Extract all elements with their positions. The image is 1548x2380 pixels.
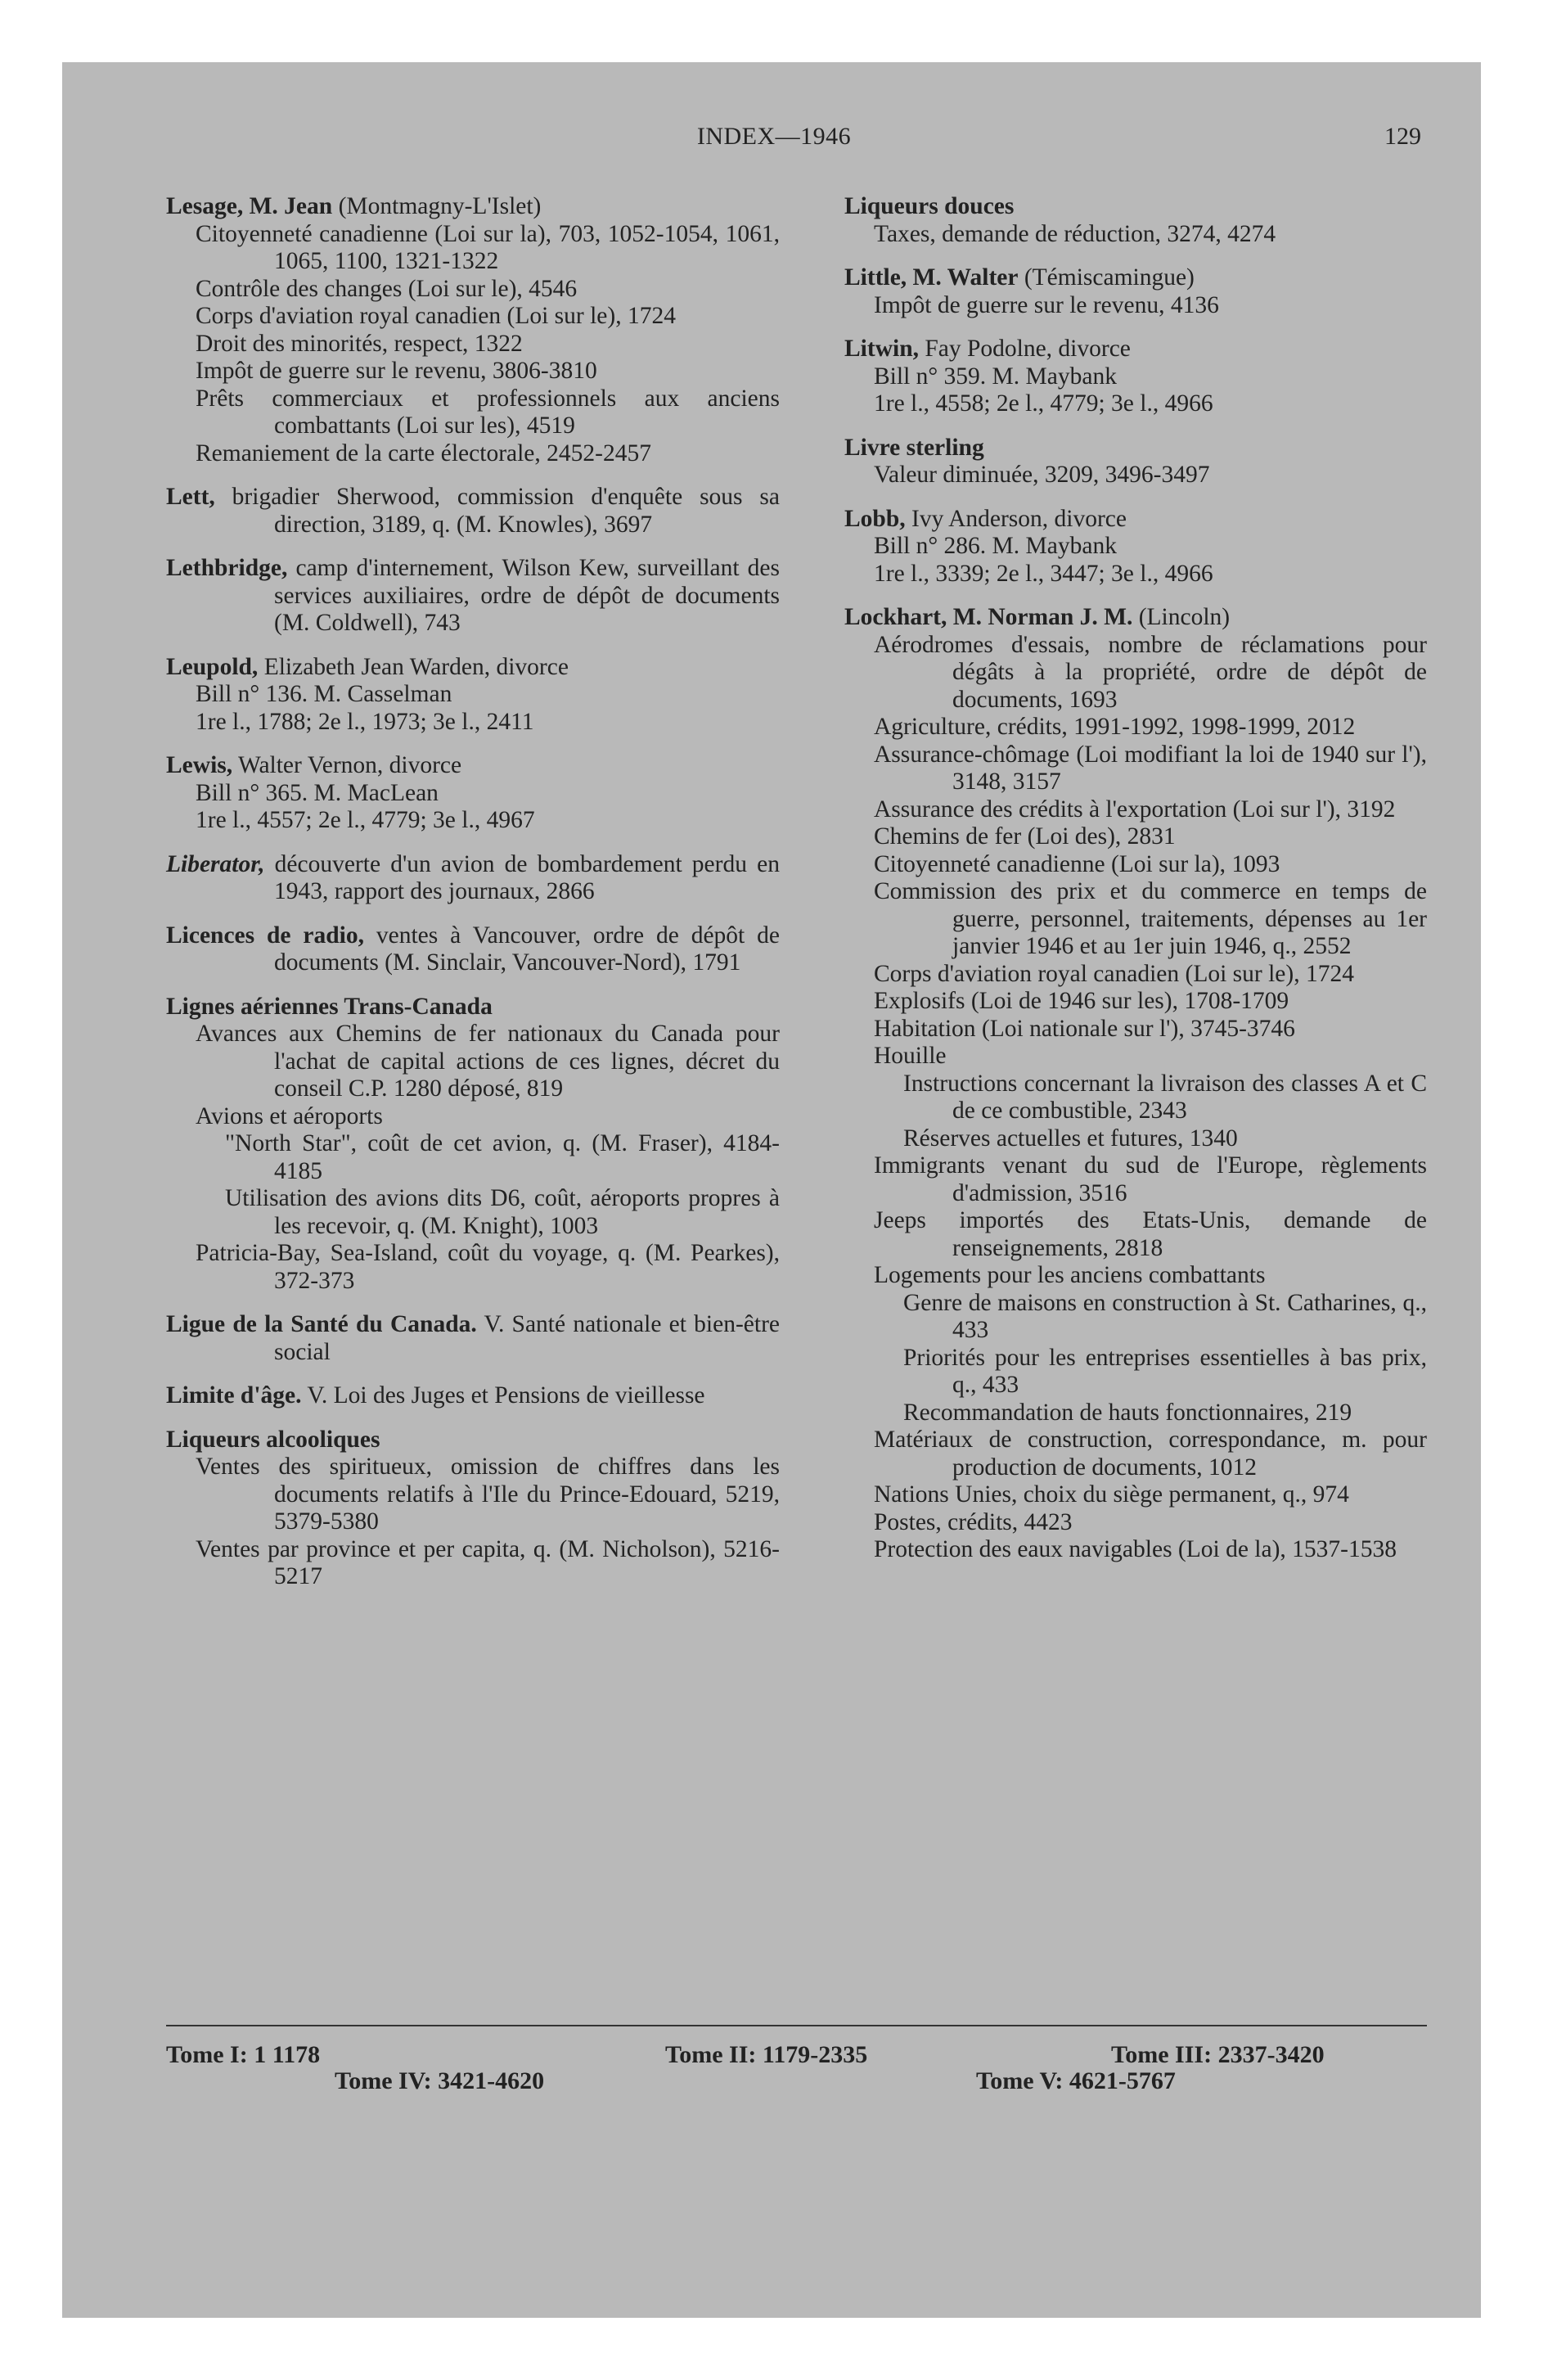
index-subentry: Taxes, demande de réduction, 3274, 4274	[874, 220, 1276, 247]
index-entry-heading-line	[844, 435, 1427, 462]
index-entry-heading: Lockhart, M. Norman J. M.	[844, 604, 1133, 630]
index-subentry: Impôt de guerre sur le revenu, 3806-3810	[196, 358, 597, 384]
index-subentry: Ventes des spiritueux, omission de chiffres dans les documents relatifs à l'Ile du Prince-Edouard, 5219, 5379-5380	[196, 1454, 780, 1535]
index-entry-heading-line	[166, 484, 780, 539]
footer-divider	[166, 2025, 1427, 2026]
index-entry	[166, 922, 780, 977]
index-subentry: Habitation (Loi nationale sur l'), 3745-3746	[874, 1015, 1295, 1042]
index-entry-heading-line	[844, 604, 1427, 632]
index-subentry: Contrôle des changes (Loi sur le), 4546	[196, 275, 578, 302]
index-subentry: Remaniement de la carte électorale, 2452-2457	[196, 439, 651, 467]
index-entry-text: V. Loi des Juges et Pensions de vieillesse	[301, 1382, 705, 1409]
index-subentry: Citoyenneté canadienne (Loi sur la), 703, 1052-1054, 1061, 1065, 1100, 1321-1322	[196, 220, 780, 274]
index-entry	[166, 484, 780, 539]
index-entry-heading-line	[166, 1382, 780, 1410]
index-entry-text: (Montmagny-L'Islet)	[332, 193, 542, 219]
index-subentry: Bill n° 286. M. Maybank	[874, 533, 1117, 559]
index-subentry: Nations Unies, choix du siège permanent, q., 974	[874, 1481, 1349, 1508]
footer-tome-3: Tome III: 2337-3420	[1111, 2041, 1325, 2068]
index-subentry: Matériaux de construction, correspondance, m. pour production de documents, 1012	[874, 1427, 1427, 1481]
index-entry-heading: Limite d'âge.	[166, 1382, 302, 1409]
index-subentry: Corps d'aviation royal canadien (Loi sur le), 1724	[874, 960, 1354, 987]
index-entry-heading-line	[166, 994, 780, 1021]
index-entry-heading-line	[166, 1311, 780, 1366]
index-entry	[166, 851, 780, 906]
index-subentry: Prêts commerciaux et professionnels aux anciens combattants (Loi sur les), 4519	[196, 385, 780, 439]
index-subentry: Patricia-Bay, Sea-Island, coût du voyage, q. (M. Pearkes), 372-373	[196, 1240, 780, 1294]
index-subentry: Agriculture, crédits, 1991-1992, 1998-1999, 2012	[874, 714, 1356, 740]
index-entry-text: ventes à Vancouver, ordre de dépôt de documents (M. Sinclair, Vancouver-Nord), 1791	[274, 922, 780, 976]
index-entry-heading: Litwin,	[844, 336, 919, 362]
index-entry	[844, 193, 1427, 248]
index-entry-text: (Témiscamingue)	[1018, 264, 1195, 291]
index-subentry: Assurance des crédits à l'exportation (Loi sur l'), 3192	[874, 796, 1396, 823]
index-subentry-nested: Genre de maisons en construction à St. Catharines, q., 433	[903, 1289, 1427, 1343]
index-subentry: Citoyenneté canadienne (Loi sur la), 1093	[874, 850, 1280, 877]
index-entry-text: Fay Podolne, divorce	[918, 336, 1131, 362]
index-entry-text: camp d'internement, Wilson Kew, surveillant des services auxiliaires, ordre de dépôt de documents (M. Coldwell), 743	[274, 555, 780, 636]
index-column-right	[844, 193, 1427, 2010]
page-number: 129	[1384, 123, 1421, 150]
index-subentry: 1re l., 3339; 2e l., 3447; 3e l., 4966	[874, 560, 1213, 587]
index-subentry: Bill n° 136. M. Casselman	[196, 681, 452, 707]
page-title: INDEX—1946	[696, 123, 852, 150]
index-entry	[844, 604, 1427, 1564]
index-entry-heading-line	[844, 336, 1427, 363]
index-entry	[166, 1382, 780, 1410]
index-entry-heading: Liqueurs alcooliques	[166, 1426, 380, 1453]
index-subentry: Avions et aéroports	[196, 1102, 383, 1129]
index-entry-heading-line	[166, 555, 780, 638]
index-subentry-nested: Instructions concernant la livraison des classes A et C de ce combustible, 2343	[903, 1070, 1427, 1124]
index-entry	[844, 264, 1427, 319]
index-subentry: 1re l., 4558; 2e l., 4779; 3e l., 4966	[874, 390, 1213, 417]
index-entry-heading-line	[844, 193, 1427, 221]
index-entry-heading-line	[166, 922, 780, 977]
index-subentry: Avances aux Chemins de fer nationaux du Canada pour l'achat de capital actions de ces lignes, décret du conseil C.P. 1280 déposé, 819	[196, 1021, 780, 1102]
index-entry-heading-line	[166, 1427, 780, 1454]
index-subentry: Corps d'aviation royal canadien (Loi sur le), 1724	[196, 303, 676, 329]
index-subentry: 1re l., 4557; 2e l., 4779; 3e l., 4967	[196, 807, 535, 833]
footer-tome-2: Tome II: 1179-2335	[665, 2041, 868, 2068]
index-subentry-nested: Utilisation des avions dits D6, coût, aéroports propres à les recevoir, q. (M. Knight), 1003	[225, 1185, 780, 1239]
index-subentry: Jeeps importés des Etats-Unis, demande de renseignements, 2818	[874, 1207, 1427, 1261]
index-entry-text: découverte d'un avion de bombardement perdu en 1943, rapport des journaux, 2866	[264, 850, 780, 904]
index-subentry-nested: "North Star", coût de cet avion, q. (M. Fraser), 4184-4185	[225, 1130, 780, 1184]
index-subentry: Bill n° 359. M. Maybank	[874, 363, 1117, 390]
footer-tome-4: Tome IV: 3421-4620	[335, 2067, 545, 2094]
index-subentry: Chemins de fer (Loi des), 2831	[874, 823, 1176, 850]
index-subentry: Assurance-chômage (Loi modifiant la loi de 1940 sur l'), 3148, 3157	[874, 741, 1427, 795]
index-subentry: Houille	[874, 1043, 947, 1069]
footer-tome-5: Tome V: 4621-5767	[976, 2067, 1176, 2094]
index-subentry: Impôt de guerre sur le revenu, 4136	[874, 291, 1219, 318]
index-subentry: Explosifs (Loi de 1946 sur les), 1708-1709	[874, 988, 1289, 1014]
index-entry-heading: Liberator,	[166, 850, 265, 877]
index-column-left	[166, 193, 780, 2010]
index-subentry: Droit des minorités, respect, 1322	[196, 330, 523, 357]
index-entry	[844, 506, 1427, 588]
index-entry-heading: Lewis,	[166, 752, 233, 778]
index-entry-heading-line	[166, 752, 780, 780]
index-entry-text: (Lincoln)	[1132, 604, 1231, 630]
index-entry-heading-line	[166, 654, 780, 682]
index-entry	[166, 994, 780, 1296]
index-entry	[844, 435, 1427, 489]
index-subentry: Valeur diminuée, 3209, 3496-3497	[874, 462, 1210, 488]
index-subentry: Aérodromes d'essais, nombre de réclamations pour dégâts à la propriété, ordre de dépôt de documents, 1693	[874, 631, 1427, 713]
index-entry-text: Walter Vernon, divorce	[232, 752, 462, 778]
index-entry-heading-line	[844, 506, 1427, 534]
index-entry-heading: Ligue de la Santé du Canada.	[166, 1311, 477, 1337]
index-subentry-nested: Recommandation de hauts fonctionnaires, 219	[903, 1399, 1352, 1426]
index-subentry-nested: Réserves actuelles et futures, 1340	[903, 1125, 1238, 1152]
index-entry-heading-line	[844, 264, 1427, 292]
index-entry-heading: Licences de radio,	[166, 922, 364, 949]
index-subentry: Immigrants venant du sud de l'Europe, règlements d'admission, 3516	[874, 1152, 1427, 1206]
index-entry-heading: Liqueurs douces	[844, 193, 1015, 219]
index-subentry: Commission des prix et du commerce en temps de guerre, personnel, traitements, dépenses au 1er janvier 1946 et au 1er juin 1946, q., 2552	[874, 878, 1427, 959]
index-subentry: Protection des eaux navigables (Loi de la), 1537-1538	[874, 1536, 1397, 1562]
index-entry-heading: Leupold,	[166, 653, 259, 680]
index-entry	[166, 752, 780, 835]
index-entry-heading-line	[166, 193, 780, 221]
index-entry-heading: Little, M. Walter	[844, 264, 1019, 291]
index-subentry: 1re l., 1788; 2e l., 1973; 3e l., 2411	[196, 708, 534, 735]
index-subentry: Logements pour les anciens combattants	[874, 1262, 1266, 1288]
index-entry-heading: Lett,	[166, 484, 215, 510]
index-subentry-nested: Priorités pour les entreprises essentielles à bas prix, q., 433	[903, 1344, 1427, 1398]
index-subentry: Postes, crédits, 4423	[874, 1508, 1073, 1535]
index-entry	[166, 654, 780, 737]
index-entry-text: brigadier Sherwood, commission d'enquête sous sa direction, 3189, q. (M. Knowles), 3697	[214, 484, 780, 538]
index-entry	[844, 336, 1427, 418]
index-entry-heading: Lobb,	[844, 505, 906, 532]
index-entry-heading: Lethbridge,	[166, 555, 288, 581]
index-entry-heading-line	[166, 851, 780, 906]
index-entry-heading: Livre sterling	[844, 434, 984, 461]
index-entry-text: Ivy Anderson, divorce	[905, 505, 1127, 532]
index-entry-text: V. Santé nationale et bien-être social	[274, 1311, 780, 1365]
index-entry	[166, 193, 780, 467]
index-entry	[166, 1311, 780, 1366]
index-entry	[166, 555, 780, 638]
index-entry-heading: Lignes aériennes Trans-Canada	[166, 993, 493, 1020]
index-entry-text: Elizabeth Jean Warden, divorce	[258, 653, 569, 680]
page-header	[0, 123, 1548, 156]
footer-tome-1: Tome I: 1 1178	[166, 2041, 321, 2068]
index-entry	[166, 1427, 780, 1591]
index-subentry: Bill n° 365. M. MacLean	[196, 779, 439, 806]
index-entry-heading: Lesage, M. Jean	[166, 193, 333, 219]
index-subentry: Ventes par province et per capita, q. (M. Nicholson), 5216-5217	[196, 1535, 780, 1589]
